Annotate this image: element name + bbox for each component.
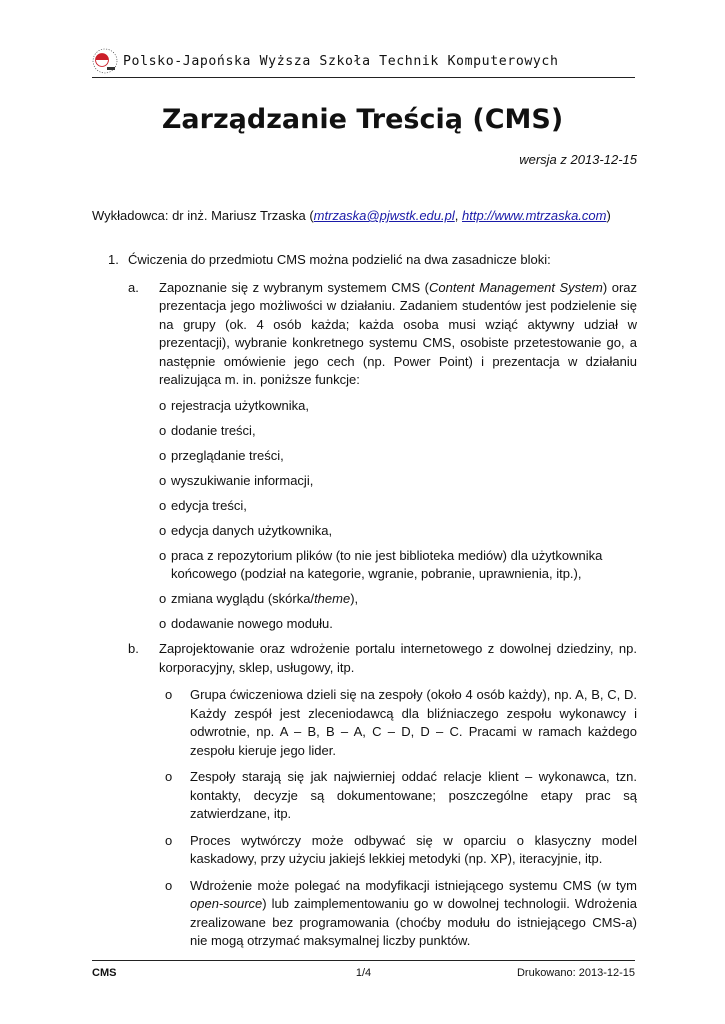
requirements-list <box>159 686 637 951</box>
subsection-a-text <box>159 279 637 390</box>
list-item <box>159 877 637 951</box>
list-item-text: Proces wytwórczy może odbywać się w oparciu o klasyczny model kaskadowy, przy użyciu jakiejś lekkiej metodyki (np. XP), iteracyjnie, itp. <box>190 832 637 866</box>
bullet-marker: o <box>159 497 167 513</box>
footer-row <box>92 967 635 983</box>
list-item-text-end: ) lub zaimplementowaniu go w dowolnej technologii. Wdrożenia zrealizowane bez programowania (choćby modułu do istniejącego CMS-a) nie mogą otrzymać maksymalnej liczby punktów. <box>190 896 637 948</box>
bullet-marker: o <box>159 616 167 631</box>
subsection-a <box>128 279 637 634</box>
footer-page-number: 1/4 <box>355 967 372 979</box>
lecturer-prefix: Wykładowca: dr inż. Mariusz Trzaska ( <box>92 208 314 223</box>
list-item-text: dodawanie nowego modułu. <box>171 616 333 631</box>
subsection-a-text-italic: Content Management System <box>429 279 603 295</box>
bullet-marker: o <box>165 769 173 784</box>
lecturer-line <box>92 208 611 223</box>
footer-course: CMS <box>92 967 117 979</box>
bullet-marker: o <box>159 547 167 563</box>
list-item <box>159 547 637 584</box>
list-item <box>159 447 637 466</box>
lecturer-separator: , <box>454 208 462 223</box>
bullet-marker: o <box>165 877 173 893</box>
list-item <box>159 497 637 516</box>
subsection-b-text: Zaprojektowanie oraz wdrożenie portalu internetowego z dowolnej dziedziny, np. korporacyjny, sklep, usługowy, itp. <box>159 641 637 675</box>
bullet-marker: o <box>165 687 173 702</box>
subsection-a-letter: a. <box>128 279 139 295</box>
list-item-italic: open-source <box>190 896 263 911</box>
bullet-marker: o <box>159 397 167 413</box>
list-item <box>159 768 637 824</box>
bullet-marker: o <box>165 832 173 848</box>
list-item-text: wyszukiwanie informacji, <box>171 472 314 488</box>
footer-divider <box>92 960 635 961</box>
bullet-marker: o <box>159 522 167 538</box>
list-item-text: rejestracja użytkownika, <box>171 397 309 413</box>
list-item-text: edycja danych użytkownika, <box>171 522 333 538</box>
list-item <box>159 686 637 760</box>
subsection-b <box>128 640 637 951</box>
section-1 <box>92 251 637 951</box>
list-item <box>159 397 637 416</box>
subsection-a-text-start: Zapoznanie się z wybranym systemem CMS ( <box>159 279 429 295</box>
document-body <box>92 251 637 959</box>
bullet-marker: o <box>159 591 167 606</box>
bullet-marker: o <box>159 447 167 463</box>
bullet-marker: o <box>159 472 167 488</box>
lecturer-email-link[interactable]: mtrzaska@pjwstk.edu.pl <box>313 208 455 223</box>
document-version: wersja z 2013-12-15 <box>519 152 637 167</box>
list-item-text: Zespoły starają się jak najwierniej oddać relacje klient – wykonawca, tzn. kontakty, decyzje są dokumentowane; poszczególne etapy prac są zatwierdzane, itp. <box>190 769 637 821</box>
list-item-text-end: ), <box>350 591 359 606</box>
list-item <box>159 422 637 441</box>
pjwstk-logo-icon <box>92 48 118 74</box>
list-item-text: Grupa ćwiczeniowa dzieli się na zespoły (około 4 osób każdy), np. A, B, C, D. Każdy zespół jest zleceniodawcą dla bliźniaczego zespołu wykonawcy i odwrotnie, np. A – B, B – A, C – D, D – C. Pracami w ramach każdego zespołu kieruje jego lider. <box>190 687 637 758</box>
section-1-number: 1. <box>108 252 119 267</box>
lecturer-suffix: ) <box>606 208 611 223</box>
subsection-a-text-end: ) oraz prezentacja jego możliwości w działaniu. Zadaniem studentów jest podzielenie się na grupy (ok. 4 osób każda; każda osoba musi wziąć aktywny udział w prezentacji), wybranie konkretnego systemu CMS, osobiste przetestowanie go, a następnie omówienie jego cech (np. Power Point) i prezentacja w działaniu realizująca m. in. poniższe funkcje: <box>159 279 638 387</box>
page-footer <box>92 960 635 983</box>
list-item-text: Wdrożenie może polegać na modyfikacji istniejącego systemu CMS (w tym <box>190 877 637 893</box>
footer-print-date: Drukowano: 2013-12-15 <box>516 967 635 979</box>
page-header <box>92 48 635 78</box>
list-item-text: przeglądanie treści, <box>171 447 284 463</box>
document-title: Zarządzanie Treścią (CMS) <box>161 104 564 135</box>
section-1-intro: Ćwiczenia do przedmiotu CMS można podzielić na dwa zasadnicze bloki: <box>128 252 551 267</box>
list-item <box>159 522 637 541</box>
list-item <box>159 832 637 869</box>
list-item-text: dodanie treści, <box>171 422 256 438</box>
lecturer-website-link[interactable]: http://www.mtrzaska.com <box>461 208 607 223</box>
bullet-marker: o <box>159 422 167 438</box>
function-list <box>159 397 637 634</box>
list-item-text: zmiana wyglądu (skórka/ <box>171 591 315 606</box>
list-item <box>159 615 637 634</box>
institution-name: Polsko-Japońska Wyższa Szkoła Technik Komputerowych <box>123 54 559 69</box>
list-item-text: praca z repozytorium plików (to nie jest biblioteka mediów) dla użytkownika końcowego (podział na kategorie, wgranie, pobranie, uprawnienia, itp.), <box>171 547 603 581</box>
list-item-text: edycja treści, <box>171 497 247 513</box>
list-item <box>159 590 637 609</box>
header-divider <box>92 77 635 78</box>
subsection-b-letter: b. <box>128 641 139 656</box>
list-item <box>159 472 637 491</box>
list-item-italic: theme <box>314 591 351 606</box>
